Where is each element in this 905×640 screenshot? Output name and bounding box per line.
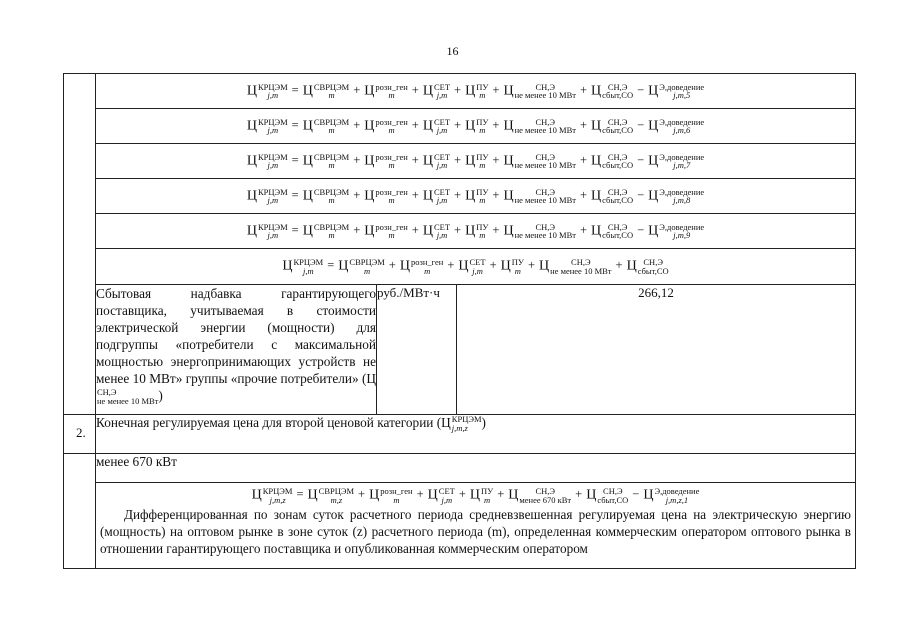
formula-operator: + — [579, 222, 588, 237]
formula-term: Ц ПУ m — [465, 81, 489, 100]
formula-operator: + — [411, 117, 419, 132]
formula-term: Ц розн_ген m — [364, 116, 408, 135]
formula-term: Ц Э,доведение j,m,z,1 — [643, 486, 700, 505]
formula-operator: + — [416, 487, 424, 502]
formula-operator: + — [579, 152, 588, 167]
formula-term: Ц СН,Э не менее 10 МВт — [503, 151, 576, 170]
markup-value: 266,12 — [457, 285, 856, 415]
tariff-table — [63, 73, 856, 569]
formula-operator: + — [454, 82, 462, 97]
formula-term: Ц СН,Э сбыт,СО — [626, 257, 669, 276]
formula-operator: = — [327, 258, 335, 273]
formula-operator: + — [492, 222, 500, 237]
formula-operator: + — [527, 258, 535, 273]
formula-operator: − — [637, 117, 645, 132]
formula-operator: = — [296, 487, 304, 502]
formula-term: Ц Э,доведение j,m,6 — [648, 116, 705, 135]
final-formula-row — [64, 483, 856, 569]
formula-term: Ц СН,Э не менее 10 МВт — [503, 116, 576, 135]
formula-term: Ц СН,Э сбыт,СО — [591, 221, 634, 240]
formula-operator: + — [492, 82, 500, 97]
formula-term: Ц розн_ген m — [364, 221, 408, 240]
formula-operator: + — [492, 187, 500, 202]
formula-term: Ц розн_ген m — [364, 151, 408, 170]
formula-operator: + — [575, 487, 583, 502]
formula-term: Ц КРЦЭМ j,m,z — [251, 486, 293, 505]
section-row — [64, 415, 856, 454]
page-number: 16 — [446, 44, 459, 58]
formula-operator: + — [353, 222, 361, 237]
markup-sub: не менее 10 МВт — [97, 395, 159, 406]
formula-operator: = — [291, 117, 299, 132]
formula-operator: + — [615, 258, 623, 273]
formula-term: Ц розн_ген m — [399, 257, 444, 276]
definition-paragraph: Дифференцированная по зонам суток расчетного периода средневзвешенная регулируемая цена на электрическую энергию (мощность) на оптовом рынке в зоне суток (z) расчетного периода (m), определенная коммерческим оператором оптового рынка в отношении гарантирующего поставщика и опубликованная коммерческим оператором — [100, 507, 851, 556]
formula-term: Ц СН,Э не менее 10 МВт — [503, 81, 576, 100]
formula-cell — [96, 214, 856, 249]
formula-term: Ц СЕТ j,m — [427, 486, 455, 505]
formula-row — [64, 74, 856, 109]
section-number: 2. — [64, 415, 96, 454]
markup-description — [96, 285, 377, 415]
formula-term: Ц СН,Э не менее 10 МВт — [503, 221, 576, 240]
formula-term: Ц СН,Э не менее 10 МВт — [503, 186, 576, 205]
section-title — [96, 415, 856, 454]
empty-number-cell — [64, 454, 96, 569]
formula-term: Ц розн_ген m — [364, 81, 408, 100]
formula-term: Ц ПУ m — [465, 186, 489, 205]
formula-term: Ц Э,доведение j,m,9 — [648, 221, 705, 240]
subgroup-label: менее 670 кВт — [96, 454, 856, 483]
formula — [247, 118, 704, 135]
formula-term: Ц СЕТ j,m — [422, 151, 451, 170]
formula-operator: + — [458, 487, 466, 502]
formula-operator: + — [353, 187, 361, 202]
formula-term: Ц КРЦЭМ j,m — [246, 116, 288, 135]
formula-term: Ц СВРЦЭМ m — [302, 116, 350, 135]
section-title-text: Конечная регулируемая цена для второй ценовой категории (Ц — [96, 415, 451, 430]
formula-operator: = — [291, 152, 299, 167]
subgroup-row — [64, 454, 856, 483]
formula-operator: + — [353, 117, 361, 132]
formula-cell — [96, 249, 856, 285]
formula-term: Ц КРЦЭМ j,m — [246, 221, 288, 240]
formula-term: Ц СВРЦЭМ m — [302, 186, 350, 205]
formula-term: Ц КРЦЭМ j,m — [246, 151, 288, 170]
formula-term: Ц СН,Э сбыт,СО — [591, 81, 634, 100]
final-formula-cell — [96, 483, 856, 569]
markup-description-text: Сбытовая надбавка гарантирующего поставщика, учитываемая в стоимости электрической энергии (мощности) для подгруппы «потребители с максимальной мощностью энергопринимающих устройств не менее 10 МВт» группы «прочие потребители» (Ц — [96, 286, 376, 386]
section-title-sub: j,m,z — [451, 422, 468, 433]
formula-term: Ц ПУ m — [465, 116, 489, 135]
formula-operator: + — [447, 258, 455, 273]
formula-term: Ц КРЦЭМ j,m — [246, 81, 288, 100]
formula-cell — [96, 74, 856, 109]
formula-term: Ц СВРЦЭМ m — [302, 221, 350, 240]
formula-operator: + — [411, 222, 419, 237]
formula — [247, 188, 704, 205]
row-number-cell — [64, 74, 96, 415]
formula-operator: + — [358, 487, 366, 502]
formula-cell — [96, 144, 856, 179]
formula-cell — [96, 179, 856, 214]
formula-term: Ц СЕТ j,m — [422, 221, 451, 240]
formula-operator: + — [411, 82, 419, 97]
formula-operator: + — [497, 487, 505, 502]
markup-description-end: ) — [158, 388, 163, 403]
formula-operator: + — [454, 187, 462, 202]
formula-term: Ц Э,доведение j,m,8 — [648, 186, 705, 205]
formula-term: Ц ПУ m — [465, 151, 489, 170]
formula-operator: + — [454, 222, 462, 237]
section-title-sup: КРЦЭМ — [451, 414, 482, 425]
formula-term: Ц СН,Э сбыт,СО — [586, 486, 629, 505]
formula-operator: − — [637, 152, 645, 167]
formula-term: Ц Э,доведение j,m,5 — [648, 81, 705, 100]
formula-row-final — [64, 249, 856, 285]
formula-row — [64, 109, 856, 144]
formula-operator: + — [489, 258, 497, 273]
formula-term: Ц СН,Э не менее 10 МВт — [539, 257, 612, 276]
formula-term: Ц ПУ m — [465, 221, 489, 240]
formula — [247, 223, 704, 240]
formula-term: Ц СВРЦЭМ m — [302, 81, 350, 100]
formula — [247, 83, 704, 100]
formula-term: Ц Э,доведение j,m,7 — [648, 151, 705, 170]
formula-term: Ц ПУ m — [500, 257, 524, 276]
formula-term: Ц розн_ген m — [364, 186, 408, 205]
formula — [247, 153, 704, 170]
section-title-end: ) — [481, 415, 486, 430]
formula-operator: + — [388, 258, 396, 273]
formula-row — [64, 179, 856, 214]
formula-operator: + — [411, 152, 419, 167]
formula-operator: − — [637, 222, 645, 237]
formula-operator: + — [411, 187, 419, 202]
formula-second-category — [252, 487, 700, 504]
formula-term: Ц СН,Э сбыт,СО — [591, 186, 634, 205]
formula-operator: − — [637, 82, 645, 97]
formula-term: Ц КРЦЭМ j,m — [246, 186, 288, 205]
formula-term: Ц СЕТ j,m — [422, 116, 451, 135]
formula-operator: + — [579, 117, 588, 132]
formula-term: Ц СВРЦЭМ m — [302, 151, 350, 170]
formula-operator: = — [291, 222, 299, 237]
formula-term: Ц СН,Э сбыт,СО — [591, 151, 634, 170]
formula-operator: + — [492, 117, 500, 132]
formula-term: Ц СЕТ j,m — [422, 186, 451, 205]
formula-cell — [96, 109, 856, 144]
formula-operator: + — [579, 187, 588, 202]
formula-no-delivery — [282, 258, 668, 275]
formula-term: Ц СЕТ j,m — [458, 257, 486, 276]
formula-operator: + — [353, 152, 361, 167]
formula-operator: = — [291, 187, 299, 202]
formula-term: Ц СН,Э менее 670 кВт — [508, 486, 572, 505]
markup-unit: руб./МВт·ч — [377, 285, 457, 415]
formula-term: Ц КРЦЭМ j,m — [282, 257, 324, 276]
formula-operator: + — [454, 117, 462, 132]
formula-operator: + — [579, 82, 588, 97]
formula-term: Ц розн_ген m — [369, 486, 413, 505]
formula-operator: − — [637, 187, 645, 202]
formula-term: Ц СЕТ j,m — [422, 81, 451, 100]
formula-operator: = — [291, 82, 299, 97]
formula-term: Ц СВРЦЭМ m,z — [307, 486, 355, 505]
formula-row — [64, 144, 856, 179]
formula-operator: + — [492, 152, 500, 167]
formula-term: Ц ПУ m — [469, 486, 494, 505]
markup-row — [64, 285, 856, 415]
formula-term: Ц СН,Э сбыт,СО — [591, 116, 634, 135]
markup-sup: СН,Э — [97, 387, 117, 398]
formula-operator: + — [454, 152, 462, 167]
formula-operator: + — [353, 82, 361, 97]
formula-operator: − — [632, 487, 640, 502]
formula-row — [64, 214, 856, 249]
formula-term: Ц СВРЦЭМ m — [338, 257, 385, 276]
